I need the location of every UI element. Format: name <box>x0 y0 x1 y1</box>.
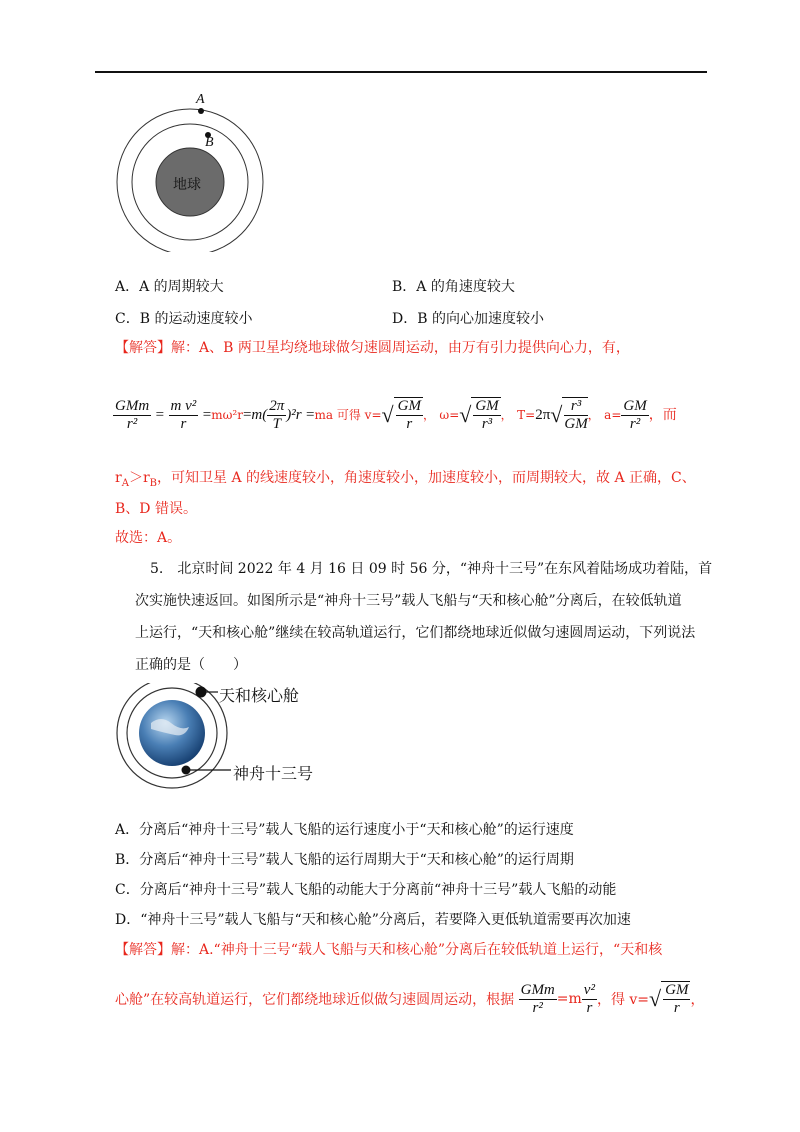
frac-v2-r: $\frac{\text{v²}}{r}$ <box>583 981 595 1016</box>
q5-line2: 次实施快速返回。如图所示是“神舟十三号”载人飞船与“天和核心舱”分离后，在较低轨道 <box>135 593 682 609</box>
frac-GMm-r2: $\frac{\text{GMm}}{\text{r²}}$ <box>115 397 150 432</box>
q5-option-a: A．分离后“神舟十三号”载人飞船的运行速度小于“天和核心舱”的运行速度 <box>115 822 574 838</box>
sqrt-GM-r3: √ $\frac{GM}{\text{r³}}$ <box>459 398 499 432</box>
q5-option-d: D．“神舟十三号”载人飞船与“天和核心舱”分离后，若要降入更低轨道需要再次加速 <box>115 912 631 928</box>
sqrt-GM-r: √ $\frac{GM}{r}$ <box>381 398 421 432</box>
earth-label: 地球 <box>173 177 201 193</box>
orbit-diagram <box>110 92 270 252</box>
q4-conclusion: 故选：A。 <box>115 530 182 546</box>
satellite-a <box>198 108 204 114</box>
q5-option-b: B．分离后“神舟十三号”载人飞船的运行周期大于“天和核心舱”的运行周期 <box>115 852 574 868</box>
header-rule <box>95 71 707 73</box>
q5-line1: 5. 北京时间 2022 年 4 月 16 日 09 时 56 分，“神舟十三号”在东风着陆场成功着陆，首 <box>150 561 713 577</box>
frac-mv2-r: $\frac{\text{m v²}}{r}$ <box>170 397 197 432</box>
frac-2pi-T: $\frac{2\pi}{T}$ <box>269 397 285 432</box>
tianhe-label: 天和核心舱 <box>219 686 300 705</box>
q4-option-d: D．B 的向心加速度较小 <box>392 311 544 327</box>
q5-line3: 上运行，“天和核心舱”继续在较高轨道运行，它们都绕地球近似做匀速圆周运动，下列说法 <box>135 625 696 641</box>
q5-answer-line1: 【解答】解：A.“神舟十三号“载人飞船与天和核心舱”分离后在较低轨道上运行，“天和核 <box>115 942 663 958</box>
q4-option-a: A．A 的周期较大 <box>115 279 224 295</box>
q4-answer-line3: $r_A>r_B$，可知卫星 A 的线速度较小，角速度较小，加速度较小，而周期较大，故 A 正确，C、 <box>115 470 696 489</box>
sqrt-GM-r-b: √ $\frac{GM}{r}$ <box>649 982 689 1016</box>
answer-tag: 【解答】 <box>115 340 171 356</box>
shenzhou-label: 神舟十三号 <box>233 764 314 783</box>
q4-answer-line4: B、D 错误。 <box>115 501 197 517</box>
label-b: B <box>205 135 214 150</box>
q4-option-b: B．A 的角速度较大 <box>392 279 515 295</box>
frac-GM-r2: $\frac{GM}{\text{r²}}$ <box>623 397 647 432</box>
q4-formula-line: $\frac{\text{GMm}}{\text{r²}}$ = $\frac{\text{m v²}}{r}$ =mω²r=m( $\frac{2\pi}{T}$ )²r =ma 可得 v=√ $\frac{GM}{r}$ ， ω=√ $\frac{GM}{\text{r³}}$ ， T=2π√ $\frac{\text{r³}}{GM}$ ， a= $\frac{GM}{\text{r²}}$ ，而 <box>115 397 677 432</box>
q4-option-c: C．B 的运动速度较小 <box>115 311 253 327</box>
q5-option-c: C．分离后“神舟十三号”载人飞船的动能大于分离前“神舟十三号”载人飞船的动能 <box>115 882 617 898</box>
q4-answer-line1: 【解答】解：A、B 两卫星均绕地球做匀速圆周运动，由万有引力提供向心力，有， <box>115 340 630 356</box>
sqrt-r3-GM: √ $\frac{\text{r³}}{GM}$ <box>550 398 588 432</box>
shenzhou-dot <box>182 766 191 775</box>
q5-answer-line2: 心舱”在较高轨道运行，它们都绕地球近似做匀速圆周运动，根据 $\frac{\text{GMm}}{\text{r²}}$ =m $\frac{\text{v²}}{r}$ ，得 v=√ $\frac{GM}{r}$ ， <box>115 981 705 1016</box>
tianhe-dot <box>196 687 207 698</box>
label-a: A <box>196 92 205 107</box>
frac-GMm-r2-b: $\frac{\text{GMm}}{\text{r²}}$ <box>520 981 555 1016</box>
q5-line4: 正确的是（ ） <box>135 657 247 673</box>
